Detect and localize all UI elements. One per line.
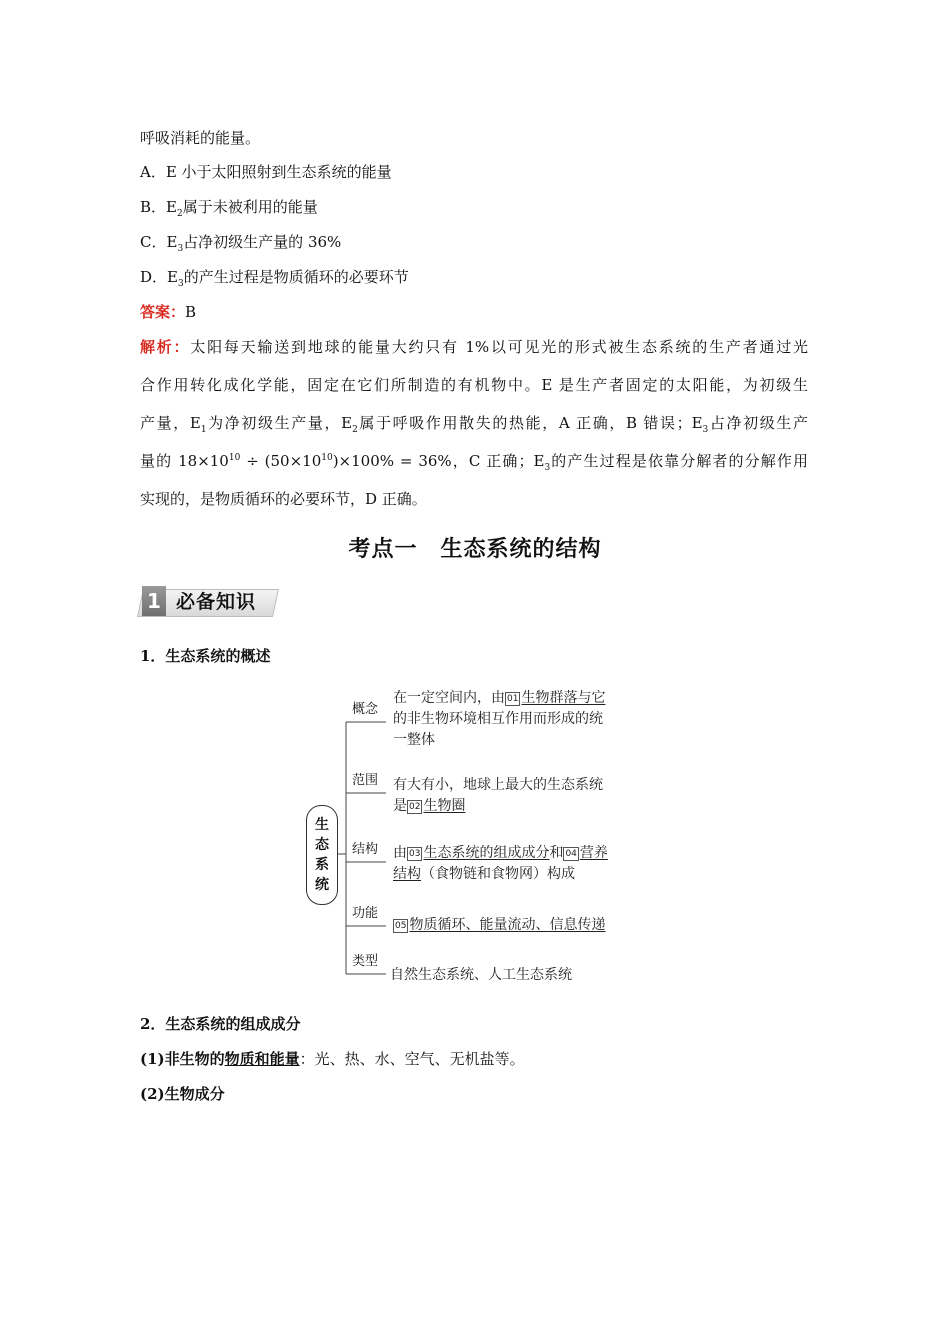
item-abiotic — [140, 1048, 525, 1070]
option-d-letter: D． — [140, 268, 168, 286]
branch-text-function — [393, 915, 605, 936]
answer-value: B — [185, 303, 197, 321]
blank-box-05: 05 — [395, 921, 407, 931]
banner-label: 必备知识 — [176, 591, 257, 613]
banner-number: 1 — [142, 586, 166, 616]
analysis-sup-2: 10 — [321, 453, 333, 463]
structure-text-1a: 由 — [393, 845, 407, 861]
analysis-line-5: 实现的，是物质循环的必要环节，D 正确。 — [140, 490, 427, 508]
option-a-text: E 小于太阳照射到生态系统的能量 — [165, 163, 392, 181]
option-b-pre: E — [166, 198, 177, 216]
knowledge-banner — [140, 585, 276, 617]
option-c-pre: E — [166, 233, 178, 251]
blank-answer-04a: 营养 — [579, 845, 608, 861]
analysis-text-4d: 的产生过程是依靠分解者的分解作用 — [550, 452, 809, 470]
concept-text-2: 的非生物环境相互作用而形成的统 — [393, 711, 603, 727]
analysis-sub-3: 3 — [702, 425, 709, 435]
analysis-text-3b: 为净初级生产量，E — [206, 414, 353, 432]
branch-text-type: 自然生态系统、人工生态系统 — [390, 967, 572, 983]
item-abiotic-text: ：光、热、水、空气、无机盐等。 — [299, 1050, 525, 1068]
analysis-text-4a: 量的 18×10 — [140, 452, 229, 470]
option-b-text: 属于未被利用的能量 — [182, 198, 318, 216]
option-b-letter: B． — [140, 198, 167, 216]
structure-text-1c: 和 — [549, 845, 564, 861]
analysis-line-3 — [140, 412, 808, 434]
analysis-text-3a: 产量，E — [140, 414, 201, 432]
blank-answer-01: 生物群落与它 — [521, 690, 606, 706]
blank-answer-03: 生态系统的组成成分 — [423, 845, 550, 861]
option-c-letter: C． — [140, 233, 167, 251]
analysis-line-1 — [140, 336, 808, 358]
branch-label-scope: 范围 — [352, 773, 379, 788]
answer-label: 答案： — [140, 303, 186, 321]
analysis-text-1: 太阳每天输送到地球的能量大约只有 1%以可见光的形式被生态系统的生产者通过光 — [190, 338, 808, 356]
option-b-sub: 2 — [176, 209, 183, 219]
blank-answer-04b: 结构 — [393, 866, 421, 882]
option-a — [140, 161, 392, 183]
branch-label-structure: 结构 — [352, 842, 379, 857]
branch-text-concept — [393, 688, 605, 751]
section-title: 考点一 生态系统的结构 — [348, 537, 602, 562]
structure-text-2b: （食物链和食物网）构成 — [421, 866, 575, 882]
item-abiotic-prefix: (1)非生物的 — [140, 1050, 225, 1068]
blank-box-04: 04 — [565, 849, 577, 859]
branch-label-concept: 概念 — [352, 702, 379, 717]
analysis-line-4 — [140, 450, 808, 472]
concept-text-1a: 在一定空间内，由 — [393, 690, 505, 706]
diagram-root — [306, 805, 338, 905]
analysis-sup-1: 10 — [228, 453, 241, 463]
blank-box-01: 01 — [507, 694, 519, 704]
branch-text-scope — [393, 775, 603, 817]
option-d-pre: E — [167, 268, 178, 286]
root-char-2: 态 — [315, 837, 329, 853]
root-char-1: 生 — [315, 817, 329, 833]
scope-text-2a: 是 — [393, 798, 407, 814]
blank-answer-05: 物质循环、能量流动、信息传递 — [409, 917, 606, 933]
analysis-text-3c: 属于呼吸作用散失的热能，A 正确，B 错误；E — [357, 414, 703, 432]
branch-text-structure — [393, 843, 608, 885]
analysis-sub-1: 1 — [200, 425, 207, 435]
option-c-sub: 3 — [177, 244, 184, 254]
option-d-text: 的产生过程是物质循环的必要环节 — [183, 268, 409, 286]
option-a-letter: A． — [140, 163, 166, 181]
item-biotic: (2)生物成分 — [140, 1085, 225, 1103]
option-d — [140, 266, 409, 288]
analysis-sub-2: 2 — [352, 425, 358, 435]
question-tail: 呼吸消耗的能量。 — [140, 129, 261, 147]
ecosystem-diagram — [300, 685, 645, 990]
blank-box-03: 03 — [409, 849, 421, 859]
analysis-sub-4: 3 — [544, 463, 551, 473]
blank-box-02: 02 — [409, 802, 421, 812]
scope-text-1: 有大有小，地球上最大的生态系统 — [393, 777, 603, 793]
analysis-label: 解析： — [140, 338, 191, 356]
concept-text-3: 一整体 — [393, 732, 435, 748]
root-char-4: 统 — [315, 877, 329, 893]
option-d-sub: 3 — [177, 279, 184, 289]
item-abiotic-key: 物质和能量 — [224, 1050, 300, 1068]
blank-answer-02: 生物圈 — [423, 798, 466, 814]
analysis-text-4b: ÷ (50×10 — [240, 452, 322, 470]
heading-components: 2．生态系统的组成成分 — [140, 1015, 301, 1033]
option-c-text: 占净初级生产量的 36% — [183, 233, 342, 251]
heading-overview: 1．生态系统的概述 — [140, 647, 271, 665]
option-b — [140, 196, 318, 218]
analysis-text-3d: 占净初级生产 — [708, 414, 808, 432]
branch-label-type: 类型 — [352, 954, 379, 969]
analysis-text-4c: )×100% = 36%，C 正确；E — [332, 452, 545, 470]
analysis-line-2: 合作用转化成化学能，固定在它们所制造的有机物中。E 是生产者固定的太阳能，为初级生 — [140, 376, 808, 394]
branch-label-function: 功能 — [352, 906, 379, 921]
option-c — [140, 231, 341, 253]
root-char-3: 系 — [315, 857, 329, 873]
answer — [140, 301, 196, 323]
